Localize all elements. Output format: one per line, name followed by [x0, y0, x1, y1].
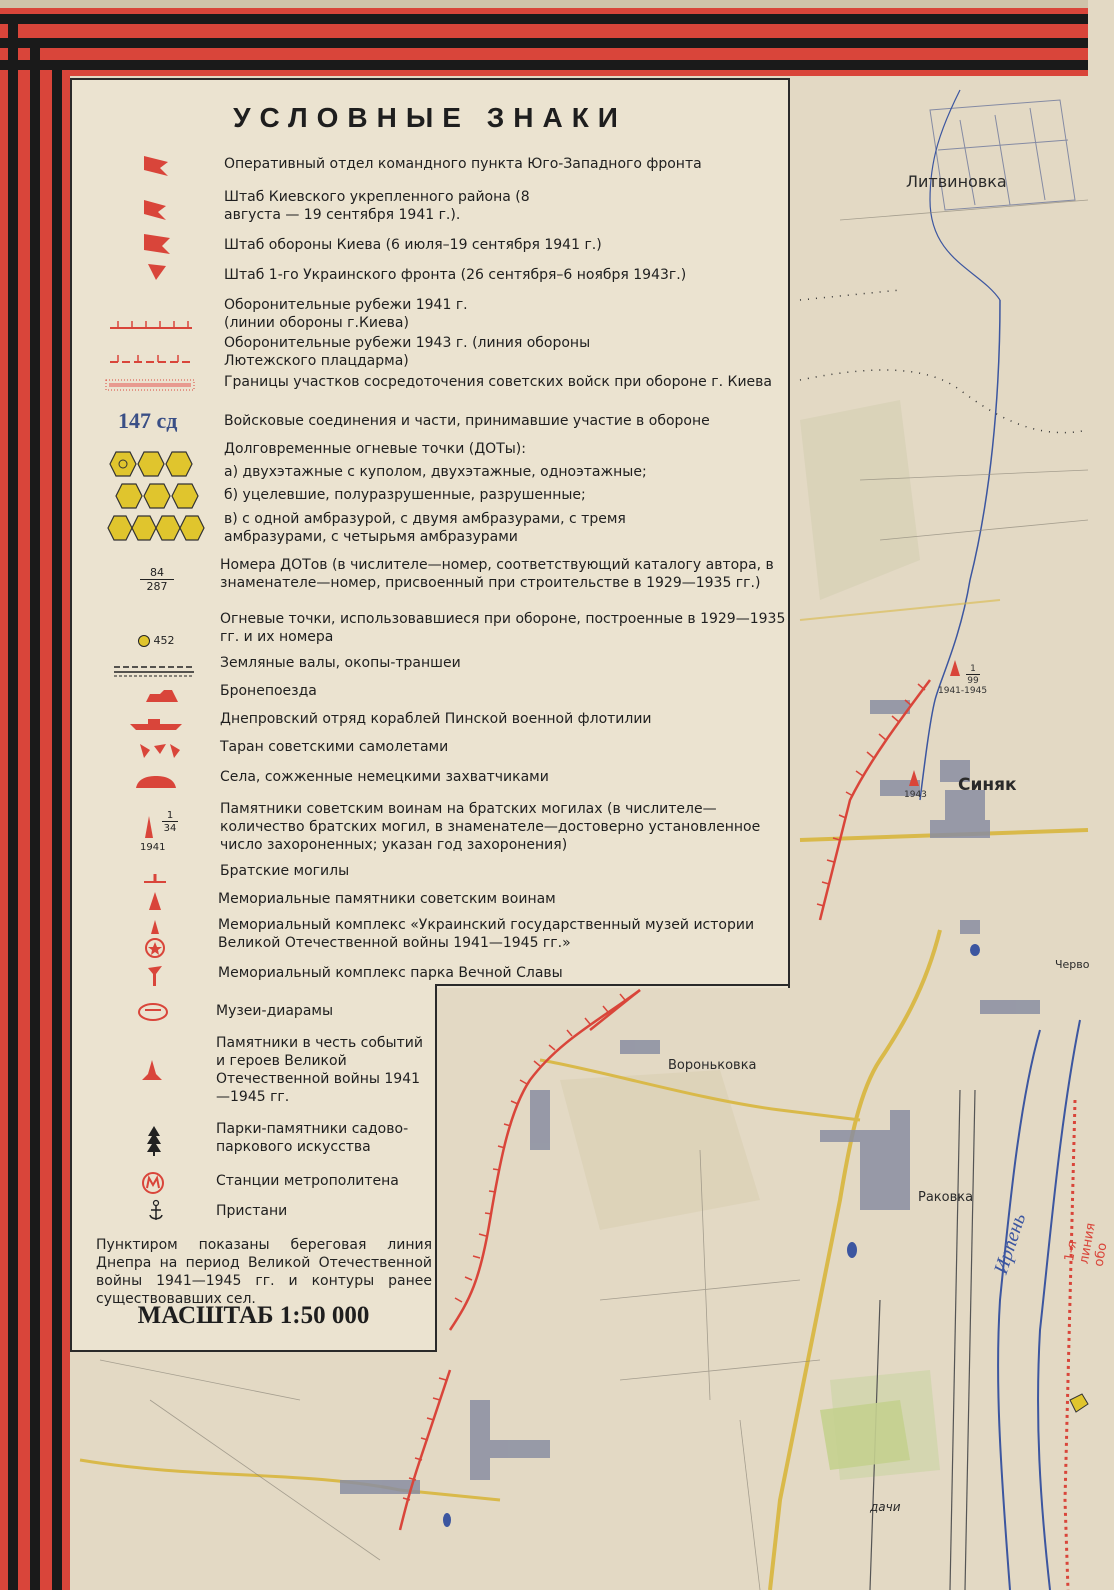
unit-label-symbol: 147 сд [118, 408, 178, 433]
legend-item-kiev-fortified-hq: Штаб Киевского укрепленного района (8 августа — 19 сентября 1941 г.). [224, 189, 530, 223]
legend-item-metro: Станции метрополитена [216, 1173, 399, 1189]
monument-numerator: 1 [162, 810, 178, 822]
pillbox-number-numerator: 84 [140, 566, 174, 580]
legend-item-air-ram: Таран советскими самолетами [220, 739, 449, 755]
anchor-icon [148, 1200, 164, 1224]
pillbox-number-denominator: 287 [146, 580, 168, 593]
legend-title: УСЛОВНЫЕ ЗНАКИ [233, 102, 627, 133]
legend-item-1st-ukrainian-front-hq: Штаб 1-го Украинского фронта (26 сентября–6 ноября 1943г.) [224, 267, 687, 283]
place-dachi: дачи [870, 1500, 901, 1514]
map-scale: МАСШТАБ 1:50 000 [137, 1302, 370, 1329]
dotted-band-icon [106, 378, 196, 392]
firing-point-number: 452 [153, 634, 175, 647]
legend-item-armored-trains: Бронепоезда [220, 683, 317, 699]
legend-item-firing-points: Огневые точки, использовавшиеся при обороне, построенные в 1929—1935 гг. и их номера [220, 611, 786, 645]
legend-item-mass-graves: Братские могилы [220, 863, 350, 879]
park-tree-icon [146, 1126, 162, 1156]
legend-item-dioramas: Музеи-диарамы [216, 1003, 334, 1019]
legend-item-military-units: Войсковые соединения и части, принимавшие участие в обороне [224, 413, 710, 429]
mass-grave-icon [142, 872, 168, 886]
marker-numerator: 1 [966, 664, 980, 675]
legend-item-pillboxes: Долговременные огневые точки (ДОТы): [224, 441, 526, 457]
legend-item-piers: Пристани [216, 1203, 288, 1219]
defense-line-label: 1-я линия обо [1062, 1221, 1111, 1268]
legend-item-pillboxes-b: б) уцелевшие, полуразрушенные, разрушенные; [224, 487, 586, 503]
burned-village-icon [134, 774, 178, 790]
pillbox-icons [108, 450, 208, 546]
earthwork-icon [112, 664, 196, 678]
legend-item-burned-villages: Села, сожженные немецкими захватчиками [220, 769, 549, 785]
ship-icon [128, 716, 184, 732]
diorama-icon [136, 1000, 170, 1022]
river-irpen-label: Ирпень [990, 1210, 1031, 1277]
legend-item-event-monuments: Памятники в честь событий и героев Великой Отечественной войны 1941—1945 гг. [216, 1035, 423, 1105]
firing-point-symbol [138, 634, 175, 647]
monument-year: 1941 [140, 842, 166, 853]
legend-item-museum-complex: Мемориальный комплекс «Украинский государственный музей истории Великой Отечественной войны 1941—1945 гг.» [218, 917, 755, 951]
place-voronkovka: Вороньковка [668, 1058, 757, 1073]
legend-item-memorials: Мемориальные памятники советским воинам [218, 891, 556, 907]
legend-item-kiev-defense-hq: Штаб обороны Киева (6 июля–19 сентября 1941 г.) [224, 237, 602, 253]
legend-item-pillbox-numbers: Номера ДОТов (в числителе—номер, соответствующий каталогу автора, в знаменателе—номер, присвоенный при строительстве в 1929—1935 гг.) [220, 557, 774, 591]
legend-item-defense-line-1941: Оборонительные рубежи 1941 г. (линии обороны г.Киева) [224, 297, 468, 331]
legend-item-parks: Парки-памятники садово-паркового искусства [216, 1121, 409, 1155]
place-rakovka: Раковка [918, 1190, 974, 1205]
armored-train-icon [142, 688, 182, 706]
event-monument-icon [140, 1060, 164, 1084]
ram-planes-icon [138, 740, 184, 762]
marker-sinyak-west-year: 1943 [904, 790, 927, 800]
legend-divider [435, 984, 790, 986]
legend-item-defense-line-1943: Оборонительные рубежи 1943 г. (линия обороны Лютежского плацдарма) [224, 335, 591, 369]
marker-denominator: 99 [967, 676, 979, 686]
pillbox-number-symbol [140, 566, 174, 593]
red-flag-icon [138, 152, 178, 282]
marker-year: 1941-1945 [938, 686, 988, 696]
obelisk-icon [142, 816, 156, 840]
monument-denominator: 34 [163, 823, 177, 834]
museum-complex-icon [142, 920, 168, 960]
legend-item-earthworks: Земляные валы, окопы-траншеи [220, 655, 461, 671]
legend-item-pillboxes-c: в) с одной амбразурой, с двумя амбразурами, с тремя амбразурами, с четырьмя амбразурами [224, 511, 626, 545]
memorial-icon [146, 892, 164, 912]
legend-item-grave-monuments: Памятники советским воинам на братских могилах (в числителе—количество братских могил, в знаменателе—достоверно установленное число захороненных; указан год захоронения) [220, 801, 761, 853]
place-chervo: Черво [1055, 958, 1090, 971]
place-litvinovka: Литвиновка [906, 172, 1007, 191]
defense-line-1943-icon [108, 352, 194, 364]
legend-item-eternal-glory-park: Мемориальный комплекс парка Вечной Славы [218, 965, 563, 981]
legend-note: Пунктиром показаны береговая линия Днепра на период Великой Отечественной войны 1941—1945 гг. и контуры ранее существовавших сел. [96, 1237, 432, 1307]
firing-point-icon [138, 635, 150, 647]
place-sinyak: Синяк [958, 775, 1017, 795]
legend-item-ops-department: Оперативный отдел командного пункта Юго-Западного фронта [224, 156, 702, 172]
legend-item-pillboxes-a: а) двухэтажные с куполом, двухэтажные, одноэтажные; [224, 464, 647, 480]
eternal-glory-icon [144, 964, 166, 988]
metro-icon [140, 1170, 166, 1196]
legend-item-troop-sectors: Границы участков сосредоточения советских войск при обороне г. Киева [224, 374, 772, 390]
legend-item-flotilla: Днепровский отряд кораблей Пинской военной флотилии [220, 711, 652, 727]
defense-line-1941-icon [108, 318, 194, 330]
